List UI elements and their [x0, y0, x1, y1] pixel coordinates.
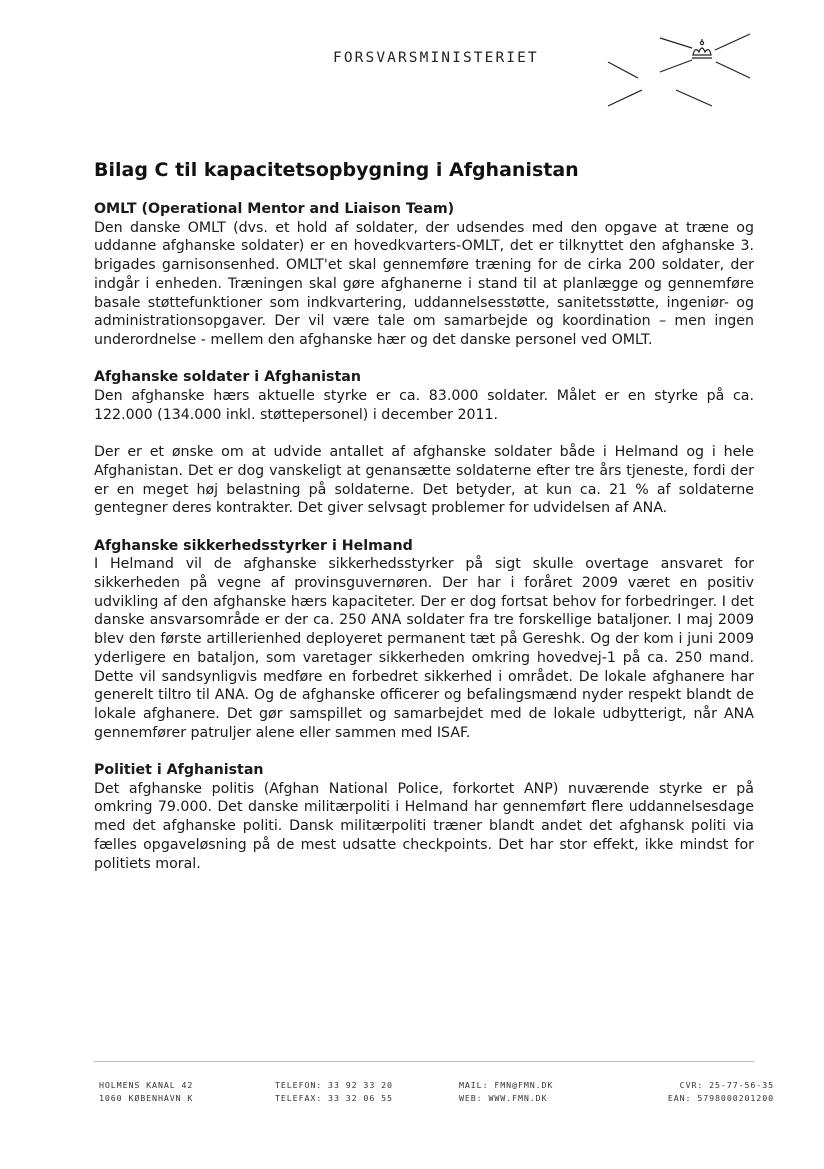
paragraph: Der er et ønske om at udvide antallet af afghanske soldater både i Helmand og i hele Afghanistan. Det er dog vanskeligt at genansætte soldaterne efter tre års tjeneste, fordi der er en meget høj belastning på soldaterne. Det betyder, at kun ca. 21 % af soldaterne gentegner deres kontrakter. Det giver selvsagt problemer for udvidelsen af ANA.	[94, 444, 754, 517]
paragraph: Den danske OMLT (dvs. et hold af soldater, der udsendes med den opgave at træne og uddanne afghanske soldater) er en hovedkvarters-OMLT, det er tilknyttet den afghanske 3. brigades garnisonsenhed. OMLT'et skal gennemføre træning for de cirka 200 soldater, der indgår i enheden. Træningen skal gøre afghanerne i stand til at planlægge og gennemføre basale støttefunktioner som indkvartering, uddannelsesstøtte, sanitetsstøtte, ingeniør- og administrationsopgaver. Der vil være tale om samarbejde og koordination – men ingen underordnelse - mellem den afghanske hær og det danske personel ved OMLT.	[94, 219, 754, 348]
footer-cvr: CVR: 25-77-56-35	[679, 1080, 774, 1090]
paragraph: I Helmand vil de afghanske sikkerhedsstyrker på sigt skulle overtage ansvaret for sikkerheden på vegne af provinsguvernøren. Der har i foråret 2009 været en positiv udvikling af den afghanske hærs kapaciteter. Der er dog fortsat behov for forbedringer. I det danske ansvarsområde er der ca. 250 ANA soldater fra tre forskellige bataljoner. I maj 2009 blev den første artillerienhed deployeret permanent tæt på Gereshk. Og der kom i juni 2009 yderligere en bataljon, som varetager sikkerheden omkring hovedvej-1 på ca. 250 mand. Dette vil sandsynligvis medføre en forbedret sikkerhed i området. De lokale afghanere har generelt tiltro til ANA. Og de afghanske officerer og befalingsmænd nyder respekt blandt de lokale afghanere. Det gør samspillet og samarbejdet med de lokale udbytterigt, når ANA gennemfører patruljer alene eller sammen med ISAF.	[94, 556, 754, 741]
footer-website: WEB: WWW.FMN.DK	[459, 1093, 548, 1103]
footer-ean: EAN: 5798000201200	[667, 1093, 774, 1103]
section-omlt	[94, 200, 754, 350]
section-heading: Afghanske sikkerhedsstyrker i Helmand	[94, 537, 413, 554]
footer-telephone: TELEFON: 33 92 33 20	[275, 1080, 393, 1090]
paragraph: Den afghanske hærs aktuelle styrke er ca. 83.000 soldater. Målet er en styrke på ca. 122.000 (134.000 inkl. støttepersonel) i december 2011.	[94, 388, 754, 423]
footer-registration	[634, 1079, 774, 1105]
footer-telefax: TELEFAX: 33 32 06 55	[275, 1093, 393, 1103]
footer-address	[99, 1079, 193, 1105]
ministry-wordmark: FORSVARSMINISTERIET	[333, 50, 539, 66]
section-police	[94, 761, 754, 873]
footer-phone	[275, 1079, 393, 1105]
footer-mail: MAIL: FMN@FMN.DK	[459, 1080, 554, 1090]
footer-web	[459, 1079, 553, 1105]
footer-divider	[94, 1061, 754, 1062]
section-heading: OMLT (Operational Mentor and Liaison Team)	[94, 201, 455, 217]
footer-address-line: 1060 KØBENHAVN K	[99, 1093, 194, 1103]
ministry-crown-logo-icon	[598, 28, 758, 112]
section-heading: Afghanske soldater i Afghanistan	[94, 369, 361, 386]
section-afghan-soldiers	[94, 368, 754, 518]
section-heading: Politiet i Afghanistan	[94, 762, 264, 779]
document-body	[94, 200, 754, 873]
section-security-forces-helmand	[94, 537, 754, 743]
page-title: Bilag C til kapacitetsopbygning i Afghanistan	[94, 159, 579, 181]
footer-address-line: HOLMENS KANAL 42	[99, 1080, 194, 1090]
paragraph: Det afghanske politis (Afghan National Police, forkortet ANP) nuværende styrke er på omkring 79.000. Det danske militærpoliti i Helmand har gennemført flere uddannelsesdage med det afghanske politi. Dansk militærpoliti træner blandt andet det afghansk politi via fælles opgaveløsning på de mest udsatte checkpoints. Det har stor effekt, ikke mindst for politiets moral.	[94, 780, 754, 872]
